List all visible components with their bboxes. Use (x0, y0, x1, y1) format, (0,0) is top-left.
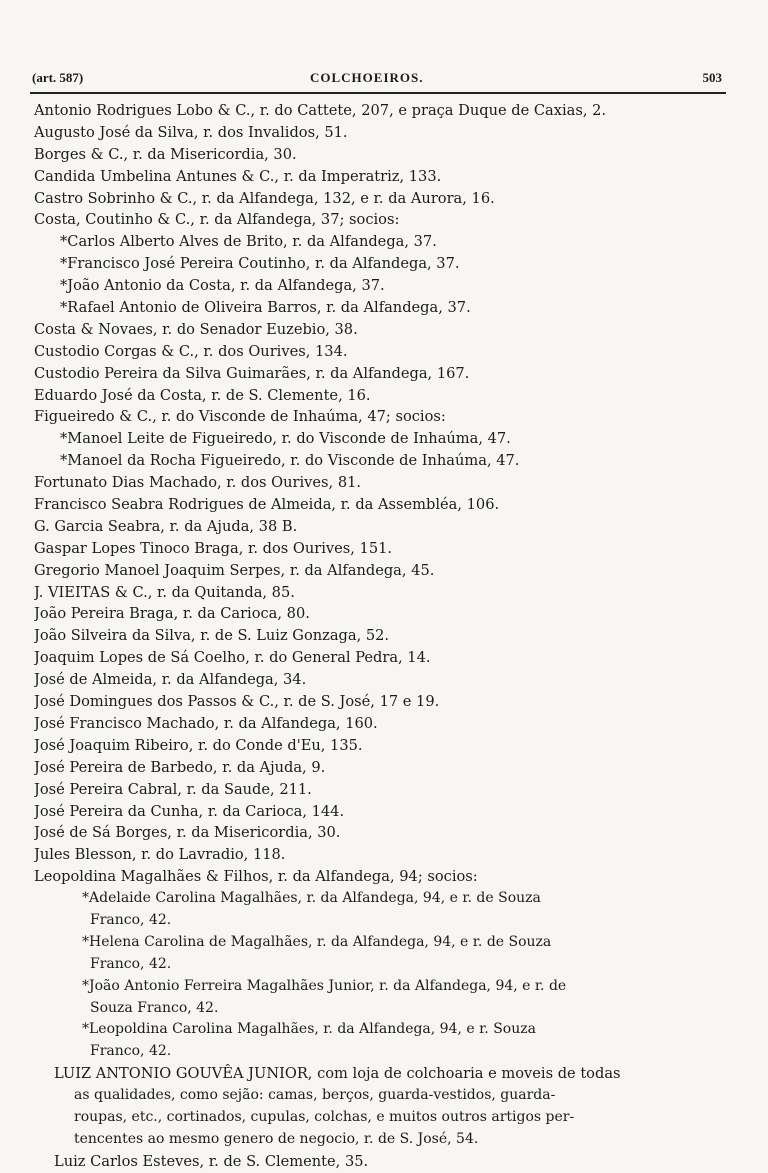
entry: Antonio Rodrigues Lobo & C., r. do Cattete, 207, e praça Duque de Caxias, 2. (34, 102, 607, 119)
entry: Borges & C., r. da Misericordia, 30. (34, 145, 297, 163)
socio-entry-continuation: Souza Franco, 42. (90, 999, 219, 1016)
entry: José de Almeida, r. da Alfandega, 34. (34, 671, 307, 689)
advert-line: LUIZ ANTONIO GOUVÊA JUNIOR, com loja de colchoaria e moveis de todas (54, 1065, 621, 1083)
entry: João Silveira da Silva, r. de S. Luiz Gonzaga, 52. (34, 627, 390, 645)
page-header (30, 68, 726, 94)
entry: José Francisco Machado, r. da Alfandega, 160. (34, 714, 378, 732)
entry: Gregorio Manoel Joaquim Serpes, r. da Alfandega, 45. (34, 561, 435, 579)
entry: G. Garcia Seabra, r. da Ajuda, 38 B. (34, 517, 298, 535)
advert-line: roupas, etc., cortinados, cupulas, colchas, e muitos outros artigos per- (74, 1108, 575, 1125)
socio-entry-continuation: Franco, 42. (90, 911, 172, 928)
article-reference: (art. 587) (32, 70, 84, 85)
entry: Luiz Carlos Esteves, r. de S. Clemente, 35. (54, 1152, 369, 1170)
entry: Fortunato Dias Machado, r. dos Ourives, 81. (34, 474, 362, 492)
entry: José Pereira de Barbedo, r. da Ajuda, 9. (34, 758, 326, 776)
entry: José Pereira da Cunha, r. da Carioca, 144. (34, 802, 345, 820)
page-number: 503 (702, 70, 722, 85)
entry: Castro Sobrinho & C., r. da Alfandega, 132, e r. da Aurora, 16. (34, 189, 495, 207)
socio-entry: *Carlos Alberto Alves de Brito, r. da Alfandega, 37. (60, 233, 437, 251)
socio-entry-continuation: Franco, 42. (90, 1043, 172, 1060)
socio-entry-continuation: Franco, 42. (90, 955, 172, 972)
page-title: COLCHOEIROS. (310, 70, 424, 85)
socio-entry: *Leopoldina Carolina Magalhães, r. da Alfandega, 94, e r. Souza (82, 1021, 536, 1038)
socio-entry: *Adelaide Carolina Magalhães, r. da Alfandega, 94, e r. de Souza (82, 890, 541, 907)
entry: J. VIEITAS & C., r. da Quitanda, 85. (34, 583, 295, 601)
entry: João Pereira Braga, r. da Carioca, 80. (34, 605, 310, 623)
entry: Candida Umbelina Antunes & C., r. da Imperatriz, 133. (34, 167, 442, 185)
entry: Augusto José da Silva, r. dos Invalidos, 51. (34, 123, 348, 141)
entry: Joaquim Lopes de Sá Coelho, r. do General Pedra, 14. (34, 649, 431, 667)
socio-entry: *Manoel Leite de Figueiredo, r. do Visconde de Inhaúma, 47. (60, 430, 511, 448)
entry: Francisco Seabra Rodrigues de Almeida, r. da Assembléa, 106. (34, 496, 500, 514)
socio-entry: *João Antonio Ferreira Magalhães Junior, r. da Alfandega, 94, e r. de (82, 977, 567, 994)
socio-entry: *Helena Carolina de Magalhães, r. da Alfandega, 94, e r. de Souza (82, 933, 552, 950)
advert-line: as qualidades, como sejão: camas, berços, guarda-vestidos, guarda- (74, 1087, 556, 1104)
socio-entry: *Manoel da Rocha Figueiredo, r. do Visconde de Inhaúma, 47. (60, 452, 520, 470)
entry: José Domingues dos Passos & C., r. de S. José, 17 e 19. (34, 693, 440, 711)
entry: Eduardo José da Costa, r. de S. Clemente, 16. (34, 386, 371, 404)
entry: Jules Blesson, r. do Lavradio, 118. (34, 846, 286, 864)
entry: Costa, Coutinho & C., r. da Alfandega, 37; socios: (34, 211, 400, 229)
entry: Custodio Corgas & C., r. dos Ourives, 134. (34, 342, 348, 360)
entry: José Joaquim Ribeiro, r. do Conde d'Eu, 135. (34, 736, 363, 754)
entry: José de Sá Borges, r. da Misericordia, 30. (34, 824, 341, 842)
socio-entry: *Rafael Antonio de Oliveira Barros, r. da Alfandega, 37. (60, 299, 471, 317)
entry: Costa & Novaes, r. do Senador Euzebio, 38. (34, 320, 358, 338)
socio-entry: *João Antonio da Costa, r. da Alfandega, 37. (60, 277, 385, 295)
entry: Leopoldina Magalhães & Filhos, r. da Alfandega, 94; socios: (34, 868, 478, 886)
entry: Custodio Pereira da Silva Guimarães, r. da Alfandega, 167. (34, 364, 470, 382)
advert-line: tencentes ao mesmo genero de negocio, r. de S. José, 54. (74, 1130, 479, 1147)
entry: José Pereira Cabral, r. da Saude, 211. (34, 780, 312, 798)
socio-entry: *Francisco José Pereira Coutinho, r. da Alfandega, 37. (60, 255, 460, 273)
entry: Gaspar Lopes Tinoco Braga, r. dos Ourives, 151. (34, 539, 393, 557)
entry: Figueiredo & C., r. do Visconde de Inhaúma, 47; socios: (34, 408, 446, 426)
entry-list (34, 100, 734, 1173)
